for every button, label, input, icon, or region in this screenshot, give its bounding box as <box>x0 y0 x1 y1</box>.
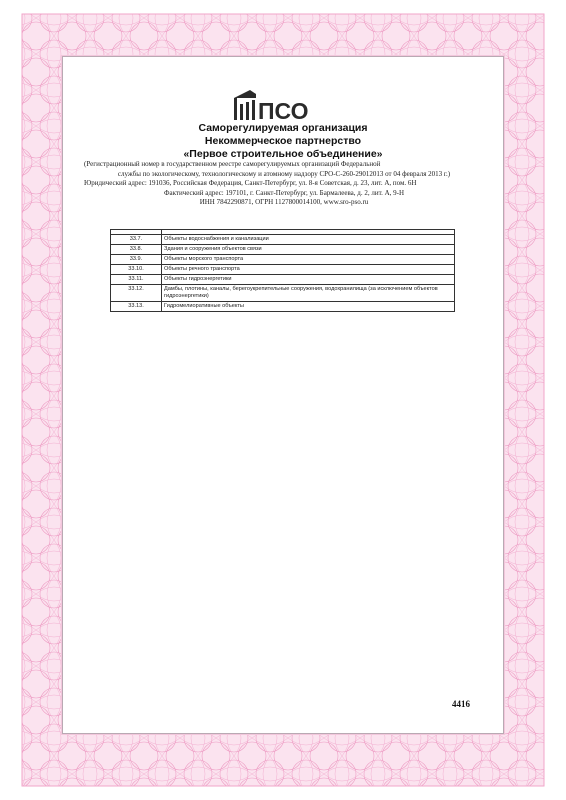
reg-line-1: (Регистрационный номер в государственном реестре саморегулируемых организаций Федеральной <box>84 160 381 168</box>
row-text: Гидромелиоративные объекты <box>162 302 455 312</box>
row-text: Дамбы, плотины, каналы, берегоукрепительные сооружения, водохранилища (за исключением объектов гидроэнергетики) <box>162 285 455 302</box>
activity-table <box>110 229 455 312</box>
reg-line-3: Юридический адрес: 191036, Российская Федерация, Санкт-Петербург, ул. 8-я Советская, д. 23, лит. А, пом. 6Н <box>84 179 417 188</box>
table-row <box>111 255 455 265</box>
row-text: Объекты речного транспорта <box>162 265 455 275</box>
row-code: 33.7. <box>111 235 162 245</box>
table-row <box>111 275 455 285</box>
row-code: 33.10. <box>111 265 162 275</box>
row-code: 33.11. <box>111 275 162 285</box>
row-text: Объекты водоснабжения и канализации <box>162 235 455 245</box>
row-code: 33.8. <box>111 245 162 255</box>
table-row <box>111 245 455 255</box>
row-code: 33.12. <box>111 285 162 302</box>
pso-logo <box>232 88 340 122</box>
registration-info <box>84 160 484 208</box>
row-text: Объекты гидроэнергетики <box>162 275 455 285</box>
logo-text: ПСО <box>258 98 309 122</box>
row-text: Здания и сооружения объектов связи <box>162 245 455 255</box>
org-name-line1: Саморегулируемая организация <box>198 122 368 134</box>
row-code: 33.13. <box>111 302 162 312</box>
reg-line-5: ИНН 7842290871, ОГРН 1127800014100, www.sro-pso.ru <box>199 198 369 207</box>
org-name-line2: Некоммерческое партнерство <box>204 135 362 147</box>
table-row <box>111 285 455 302</box>
table-row <box>111 302 455 312</box>
row-code: 33.9. <box>111 255 162 265</box>
row-text: Объекты морского транспорта <box>162 255 455 265</box>
page-number: 4416 <box>452 699 470 709</box>
reg-line-2: службы по экологическому, технологическому и атомному надзору СРО-С-260-29012013 от 04 февраля 2013 г.) <box>117 169 451 178</box>
reg-line-4: Фактический адрес: 197101, г. Санкт-Петербург, ул. Бармалеева, д. 2, лит. А, 9-Н <box>163 188 405 197</box>
org-name-line3: «Первое строительное объединение» <box>183 148 383 160</box>
table-row <box>111 235 455 245</box>
table-row <box>111 265 455 275</box>
